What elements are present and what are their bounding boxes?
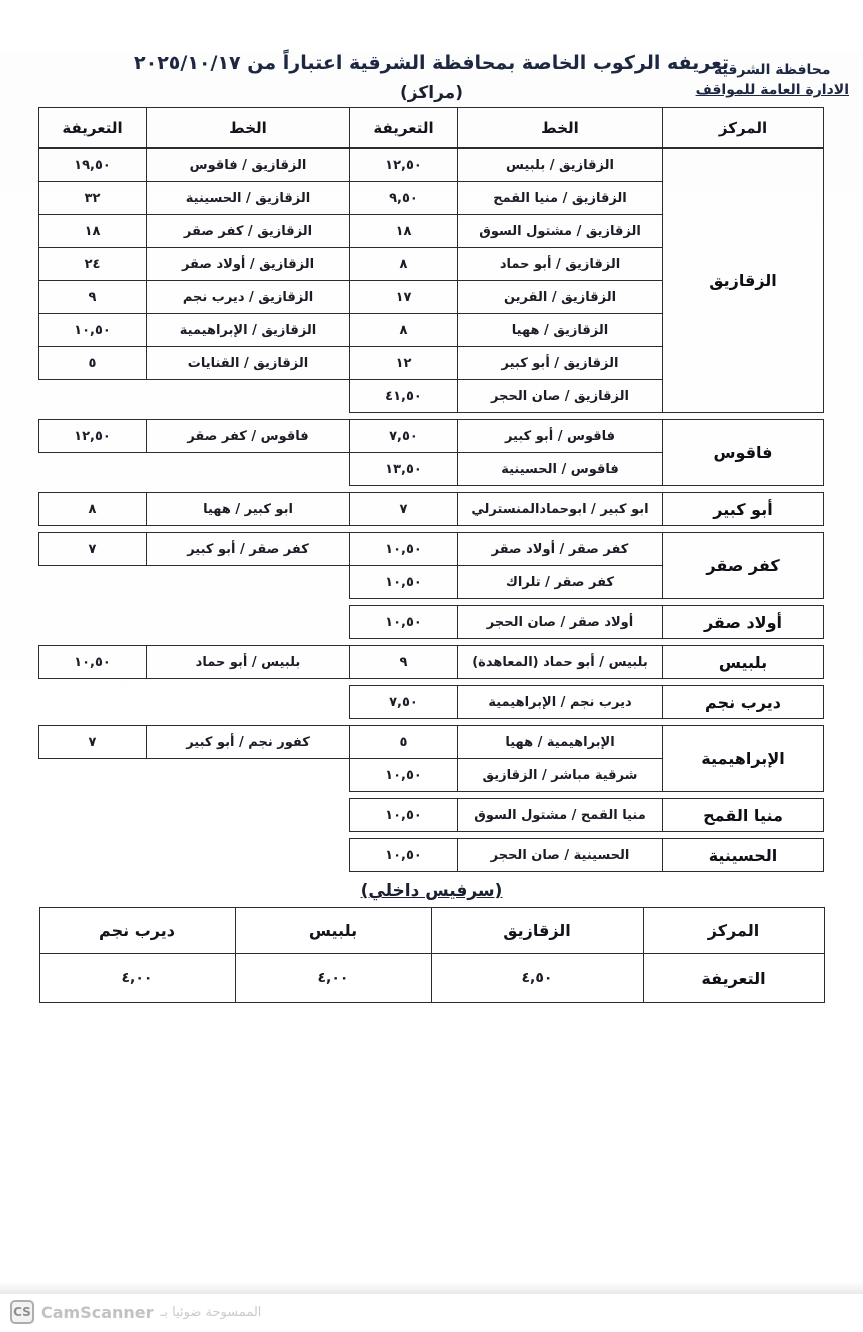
center-name-cell: كفر صقر [663, 533, 824, 599]
line-cell: منيا القمح / مشتول السوق [458, 799, 663, 832]
empty-cell [147, 380, 350, 413]
empty-cell [147, 799, 350, 832]
line-cell: الزقازيق / كفر صقر [147, 215, 350, 248]
internal-center-name: ديرب نجم [39, 908, 235, 954]
line-cell: كفر صقر / تلراك [458, 566, 663, 599]
line-cell: شرقية مباشر / الزقازيق [458, 759, 663, 792]
fare-row [39, 149, 824, 182]
empty-cell [39, 380, 147, 413]
fare-row [39, 799, 824, 832]
fare-section-table-3 [38, 532, 824, 599]
fare-cell: ١٧ [350, 281, 458, 314]
empty-cell [39, 606, 147, 639]
internal-header-center-label: المركز [643, 908, 824, 954]
empty-cell [147, 839, 350, 872]
fare-row [39, 646, 824, 679]
fare-cell: ١٠,٥٠ [350, 799, 458, 832]
empty-cell [39, 453, 147, 486]
empty-cell [147, 606, 350, 639]
fare-cell: ٧ [350, 493, 458, 526]
fare-cell: ١٠,٥٠ [350, 566, 458, 599]
fare-section-table-0 [38, 148, 824, 413]
line-cell: الإبراهيمية / ههيا [458, 726, 663, 759]
line-cell: كفور نجم / أبو كبير [147, 726, 350, 759]
fare-cell: ٩ [39, 281, 147, 314]
header-fare-2: التعريفة [39, 108, 147, 148]
header-line-1: الخط [458, 108, 663, 148]
fare-cell: ١٨ [350, 215, 458, 248]
fare-cell: ٢٤ [39, 248, 147, 281]
center-name-cell: أبو كبير [663, 493, 824, 526]
department-name: الادارة العامة للمواقف [695, 82, 849, 99]
fare-cell: ١٠,٥٠ [350, 759, 458, 792]
fare-cell: ٨ [39, 493, 147, 526]
main-fares-area [39, 107, 824, 872]
internal-fare-value: ٤,٠٠ [39, 954, 235, 1003]
empty-cell [147, 759, 350, 792]
fare-cell: ١٠,٥٠ [39, 646, 147, 679]
fare-section-table-8 [39, 798, 825, 832]
fare-section-table-1 [38, 419, 824, 486]
fare-section-table-2 [38, 492, 824, 526]
line-cell: بلبيس / أبو حماد [147, 646, 350, 679]
line-cell: كفر صقر / أولاد صقر [458, 533, 663, 566]
fare-cell: ٩ [350, 646, 458, 679]
fare-cell: ١٠,٥٠ [350, 606, 458, 639]
line-cell: الزقازيق / صان الحجر [458, 380, 663, 413]
fare-cell: ٧,٥٠ [350, 686, 458, 719]
line-cell: الزقازيق / ههيا [458, 314, 663, 347]
fare-cell: ١٢,٥٠ [350, 149, 458, 182]
fare-section-table-9 [39, 838, 825, 872]
fare-section-table-6 [39, 685, 825, 719]
internal-fare-value: ٤,٥٠ [431, 954, 643, 1003]
fare-cell: ٣٢ [39, 182, 147, 215]
centers-section-title: (مراكز) [400, 83, 463, 103]
fare-cell: ٥ [350, 726, 458, 759]
camscanner-logo-icon: CS [10, 1300, 34, 1324]
document-title: تعريفه الركوب الخاصة بمحافظة الشرقية اعتباراً من ٢٠٢٥/١٠/١٧ [134, 52, 729, 74]
header-fare-1: التعريفة [350, 108, 458, 148]
line-cell: الزقازيق / فاقوس [147, 149, 350, 182]
line-cell: فاقوس / كفر صقر [147, 420, 350, 453]
internal-header-row [39, 908, 824, 954]
center-name-cell: بلبيس [663, 646, 824, 679]
fare-cell: ١٨ [39, 215, 147, 248]
fare-cell: ١٩,٥٠ [39, 149, 147, 182]
header-center: المركز [663, 108, 824, 148]
line-cell: الزقازيق / مشتول السوق [458, 215, 663, 248]
scanned-document-page [0, 52, 863, 1332]
center-name-cell: ديرب نجم [663, 686, 824, 719]
fare-row [39, 839, 824, 872]
fare-cell: ١٠,٥٠ [39, 314, 147, 347]
scanned-with-label: الممسوحة ضوئيا بـ [160, 1304, 262, 1320]
fare-cell: ١٣,٥٠ [350, 453, 458, 486]
fare-cell: ٧,٥٠ [350, 420, 458, 453]
line-cell: الزقازيق / منيا القمح [458, 182, 663, 215]
letterhead [696, 60, 849, 101]
fares-header-table [38, 107, 824, 148]
line-cell: الزقازيق / الإبراهيمية [147, 314, 350, 347]
line-cell: أولاد صقر / صان الحجر [458, 606, 663, 639]
fare-cell: ٥ [39, 347, 147, 380]
line-cell: الزقازيق / ديرب نجم [147, 281, 350, 314]
internal-fare-row [39, 954, 824, 1003]
center-name-cell: الحسينية [663, 839, 824, 872]
line-cell: الزقازيق / القرين [458, 281, 663, 314]
line-cell: فاقوس / الحسينية [458, 453, 663, 486]
line-cell: ابو كبير / ههيا [147, 493, 350, 526]
line-cell: الزقازيق / أبو كبير [458, 347, 663, 380]
fare-cell: ٧ [39, 533, 147, 566]
line-cell: الزقازيق / أبو حماد [458, 248, 663, 281]
line-cell: الزقازيق / بلبيس [458, 149, 663, 182]
empty-cell [39, 686, 147, 719]
line-cell: الزقازيق / الحسينية [147, 182, 350, 215]
center-name-cell: منيا القمح [663, 799, 824, 832]
line-cell: الحسينية / صان الحجر [458, 839, 663, 872]
fare-cell: ٨ [350, 248, 458, 281]
header-row [39, 108, 824, 148]
empty-cell [147, 453, 350, 486]
empty-cell [39, 759, 147, 792]
camscanner-brand-label: CamScanner [41, 1302, 154, 1322]
fare-row [39, 493, 824, 526]
center-name-cell: فاقوس [663, 420, 824, 486]
internal-service-title: (سرفيس داخلي) [360, 881, 503, 901]
center-name-cell: أولاد صقر [663, 606, 824, 639]
fare-section-table-4 [39, 605, 825, 639]
empty-cell [39, 839, 147, 872]
center-name-cell: الزقازيق [663, 149, 824, 413]
line-cell: بلبيس / أبو حماد (المعاهدة) [458, 646, 663, 679]
internal-fares-table [39, 907, 825, 1003]
empty-cell [147, 566, 350, 599]
fare-row [39, 606, 824, 639]
fare-row [39, 726, 824, 759]
fare-cell: ٩,٥٠ [350, 182, 458, 215]
center-name-cell: الإبراهيمية [663, 726, 824, 792]
internal-fare-label: التعريفة [643, 954, 824, 1003]
fare-cell: ١٠,٥٠ [350, 839, 458, 872]
fare-row [39, 686, 824, 719]
camscanner-watermark [10, 1300, 261, 1324]
fare-section-table-7 [38, 725, 824, 792]
line-cell: ابو كبير / ابوحمادالمنسترلي [458, 493, 663, 526]
fare-row [39, 533, 824, 566]
fare-cell: ١٠,٥٠ [350, 533, 458, 566]
line-cell: فاقوس / أبو كبير [458, 420, 663, 453]
line-cell: كفر صقر / أبو كبير [147, 533, 350, 566]
governorate-name: محافظة الشرقية [713, 62, 831, 78]
fare-cell: ٨ [350, 314, 458, 347]
fare-row [39, 420, 824, 453]
fare-cell: ٤١,٥٠ [350, 380, 458, 413]
line-cell: الزقازيق / القنايات [147, 347, 350, 380]
internal-center-name: الزقازيق [431, 908, 643, 954]
empty-cell [39, 799, 147, 832]
line-cell: ديرب نجم / الإبراهيمية [458, 686, 663, 719]
main-table-sections [39, 148, 824, 872]
fare-section-table-5 [38, 645, 824, 679]
internal-center-name: بلبيس [235, 908, 431, 954]
fare-cell: ١٢,٥٠ [39, 420, 147, 453]
scan-shadow [0, 1282, 863, 1294]
empty-cell [39, 566, 147, 599]
empty-cell [147, 686, 350, 719]
internal-fare-value: ٤,٠٠ [235, 954, 431, 1003]
fare-cell: ٧ [39, 726, 147, 759]
line-cell: الزقازيق / أولاد صقر [147, 248, 350, 281]
header-line-2: الخط [147, 108, 350, 148]
fare-cell: ١٢ [350, 347, 458, 380]
